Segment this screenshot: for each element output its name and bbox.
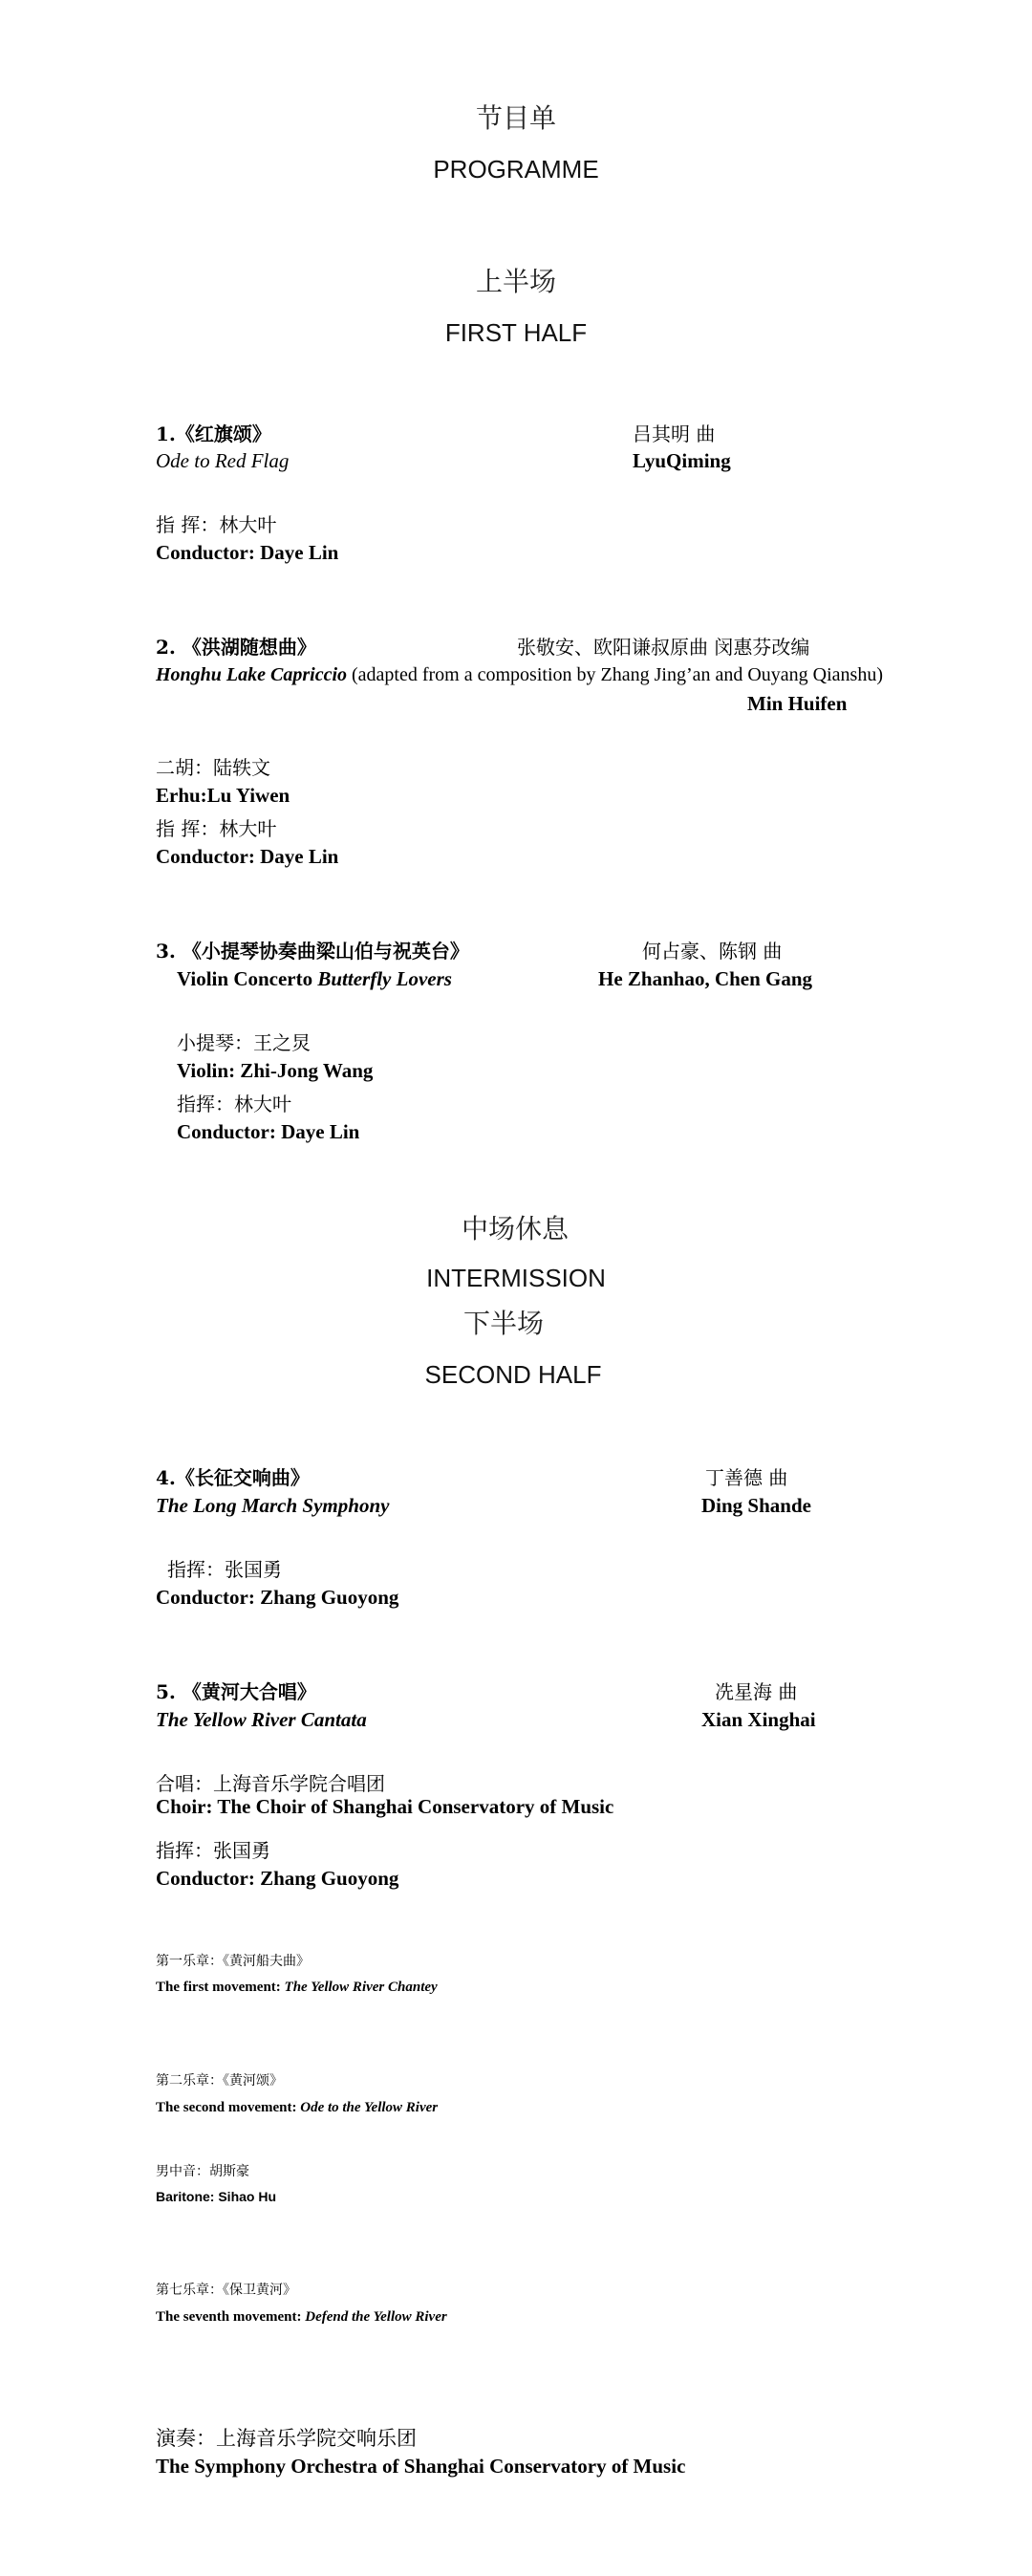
intermission-title-cn: 中场休息: [461, 1213, 569, 1245]
item2-erhu-en: Erhu:Lu Yiwen: [156, 784, 290, 807]
movement2-en-italic: Ode to the Yellow River: [300, 2100, 439, 2115]
movement7-cn: 第七乐章：《保卫黄河》: [156, 2283, 296, 2298]
item2-title-cn: 2. 《洪湖随想曲》: [156, 636, 316, 659]
programme-title-cn: 节目单: [475, 102, 556, 134]
movement2-en-line: [156, 2100, 438, 2116]
movement1-en-italic: The Yellow River Chantey: [284, 1980, 438, 1995]
programme-title-en: PROGRAMME: [433, 155, 599, 184]
item2-arranger-en: Min Huifen: [747, 692, 848, 715]
movement7-en-italic: Defend the Yellow River: [305, 2309, 447, 2325]
item5-conductor-cn: 指挥：张国勇: [156, 1839, 270, 1862]
item3-conductor-cn: 指挥：林大叶: [177, 1093, 291, 1115]
performer-cn: 演奏：上海音乐学院交响乐团: [156, 2427, 417, 2450]
item2-title-en: Honghu Lake Capriccio: [156, 664, 348, 685]
item1-conductor-cn: 指 挥：林大叶: [156, 513, 277, 536]
item5-choir-cn: 合唱：上海音乐学院合唱团: [156, 1772, 385, 1795]
movement2-en-prefix: The second movement:: [156, 2100, 301, 2115]
movement1-cn: 第一乐章：《黄河船夫曲》: [156, 1954, 310, 1969]
item3-title-en-line: [177, 967, 452, 991]
item5-composer-en: Xian Xinghai: [701, 1708, 816, 1731]
baritone-cn: 男中音：胡斯豪: [156, 2164, 249, 2179]
item3-composer-cn: 何占豪、陈钢 曲: [642, 940, 783, 963]
item4-title-en: The Long March Symphony: [156, 1494, 390, 1517]
movement1-en-line: [156, 1980, 438, 1996]
item3-violin-en: Violin: Zhi-Jong Wang: [177, 1059, 374, 1082]
movement2-cn: 第二乐章：《黄河颂》: [156, 2073, 283, 2089]
item1-title-en: Ode to Red Flag: [156, 449, 290, 472]
item1-title-cn: 1.《红旗颂》: [156, 422, 271, 445]
item1-conductor-en: Conductor: Daye Lin: [156, 541, 339, 564]
second-half-title-cn: 下半场: [462, 1308, 544, 1339]
item1-composer-cn: 吕其明 曲: [633, 422, 716, 445]
item2-title-note: (adapted from a composition by Zhang Jing’an and Ouyang Qianshu): [347, 664, 883, 685]
baritone-en: Baritone: Sihao Hu: [156, 2189, 277, 2204]
item1-composer-en: LyuQiming: [633, 449, 731, 472]
movement7-en-prefix: The seventh movement:: [156, 2309, 306, 2325]
movement1-en-prefix: The first movement:: [156, 1980, 285, 1995]
item3-title-en-prefix: Violin Concerto: [177, 967, 318, 990]
item3-title-en-italic: Butterfly Lovers: [317, 967, 452, 990]
item4-conductor-en: Conductor: Zhang Guoyong: [156, 1586, 399, 1609]
item5-conductor-en: Conductor: Zhang Guoyong: [156, 1867, 399, 1890]
item2-composer-cn: 张敬安、欧阳谦叔原曲 闵惠芬改编: [517, 636, 810, 659]
movement7-en-line: [156, 2309, 447, 2326]
performer-en: The Symphony Orchestra of Shanghai Conservatory of Music: [156, 2455, 686, 2478]
second-half-title-en: SECOND HALF: [424, 1360, 602, 1389]
first-half-title-en: FIRST HALF: [444, 318, 588, 347]
item5-composer-cn: 冼星海 曲: [715, 1680, 798, 1703]
item2-conductor-en: Conductor: Daye Lin: [156, 845, 339, 868]
item2-title-en-line: [156, 664, 883, 686]
item4-title-cn: 4.《长征交响曲》: [156, 1466, 310, 1489]
item4-composer-en: Ding Shande: [701, 1494, 811, 1517]
item3-composer-en: He Zhanhao, Chen Gang: [598, 967, 813, 990]
item4-conductor-cn: 指挥：张国勇: [167, 1558, 282, 1581]
item5-title-en: The Yellow River Cantata: [156, 1708, 367, 1731]
item3-violin-cn: 小提琴：王之炅: [177, 1031, 311, 1054]
item5-choir-en: Choir: The Choir of Shanghai Conservatory of Music: [156, 1795, 614, 1818]
item2-erhu-cn: 二胡：陆轶文: [156, 756, 270, 779]
item3-conductor-en: Conductor: Daye Lin: [177, 1120, 360, 1143]
item4-composer-cn: 丁善德 曲: [705, 1466, 788, 1489]
item3-title-cn: 3. 《小提琴协奏曲梁山伯与祝英台》: [156, 940, 469, 963]
first-half-title-cn: 上半场: [475, 266, 556, 297]
intermission-title-en: INTERMISSION: [426, 1264, 606, 1292]
item5-title-cn: 5. 《黄河大合唱》: [156, 1680, 316, 1703]
item2-conductor-cn: 指 挥：林大叶: [156, 817, 277, 840]
